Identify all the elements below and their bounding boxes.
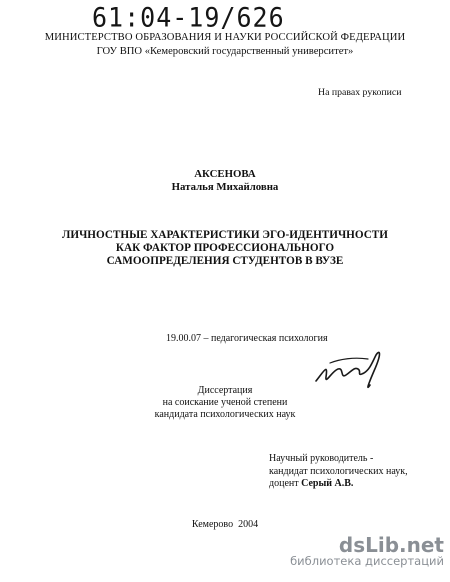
specialty-code: 19.00.07 – педагогическая психология <box>166 333 328 344</box>
author-first-names: Наталья Михайловна <box>171 181 279 193</box>
author-last-name: АКСЕНОВА <box>194 168 256 180</box>
degree-line: на соискание ученой степени <box>162 397 288 408</box>
title-line: КАК ФАКТОР ПРОФЕССИОНАЛЬНОГО <box>115 242 335 254</box>
title-line: САМООПРЕДЕЛЕНИЯ СТУДЕНТОВ В ВУЗЕ <box>106 255 344 267</box>
degree-line: Диссертация <box>197 385 253 396</box>
advisor-role: Научный руководитель - <box>269 453 374 464</box>
handwritten-archive-code: 61:04-19/626 <box>92 2 285 33</box>
university-header: ГОУ ВПО «Кемеровский государственный университет» <box>96 46 354 57</box>
scientific-advisor <box>269 453 408 491</box>
watermark <box>290 533 444 568</box>
advisor-name-line <box>269 478 408 491</box>
city-year: Кемерово 2004 <box>191 519 259 530</box>
watermark-subtitle: библиотека диссертаций <box>290 554 444 568</box>
advisor-name: Серый А.В. <box>301 478 354 489</box>
rights-notice: На правах рукописи <box>318 87 402 98</box>
dissertation-title <box>0 229 450 268</box>
advisor-rank: доцент <box>269 478 302 489</box>
ministry-header: МИНИСТЕРСТВО ОБРАЗОВАНИЯ И НАУКИ РОССИЙСКОЙ ФЕДЕРАЦИИ <box>44 32 406 43</box>
degree-line: кандидата психологических наук <box>154 409 296 420</box>
degree-statement <box>0 385 450 421</box>
title-line: ЛИЧНОСТНЫЕ ХАРАКТЕРИСТИКИ ЭГО-ИДЕНТИЧНОСТИ <box>62 229 388 241</box>
watermark-logo: dsLib.net <box>338 533 444 557</box>
advisor-degree: кандидат психологических наук, <box>269 465 408 477</box>
